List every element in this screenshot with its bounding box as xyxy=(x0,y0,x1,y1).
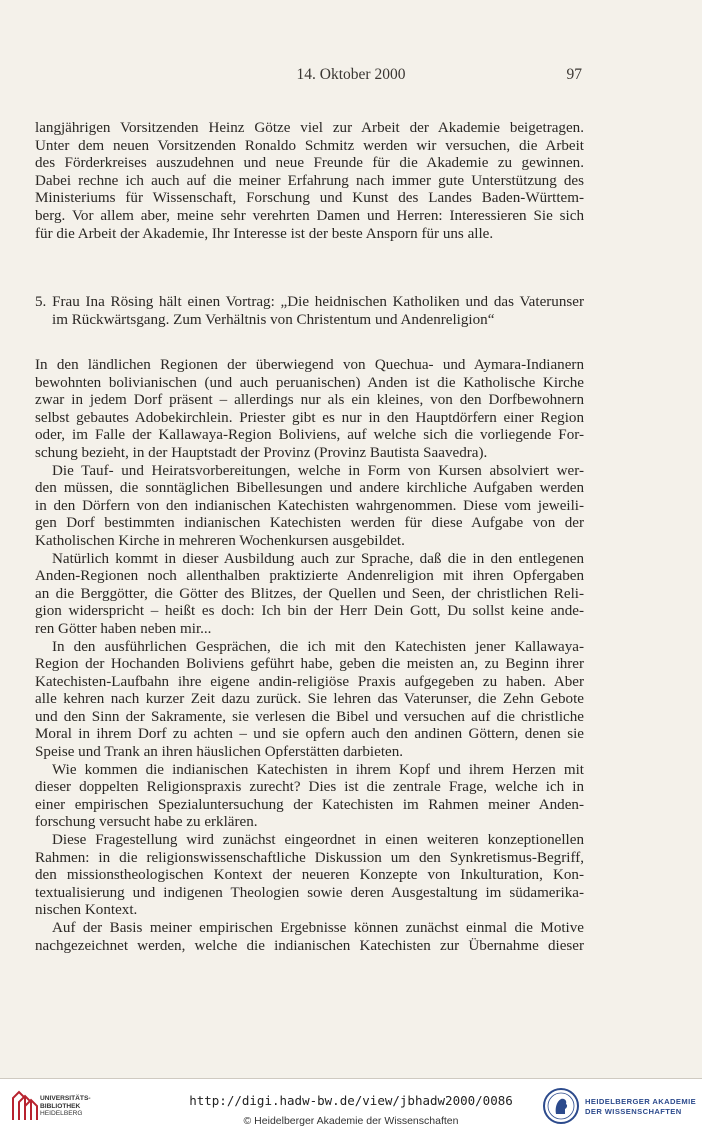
text-line: Auf der Basis meiner empirischen Ergebnisse können zunächst einmal die Motive xyxy=(52,920,584,936)
text-line: einer empirischen Spezialuntersuchung der Katechisten im Rahmen meiner Anden- xyxy=(35,796,584,813)
text-line: und den Sinn der Sakramente, sie verlesen die Bibel und versuchen auf die christliche xyxy=(35,708,584,725)
text-line: selbst gebautes Adobekirchlein. Priester gibt es nur in den Hauptdörfern einer Region xyxy=(35,409,584,426)
running-title: 14. Oktober 2000 xyxy=(296,66,406,83)
copyright-notice: © Heidelberger Akademie der Wissenschaften xyxy=(243,1115,459,1127)
text-line: Die Tauf- und Heiratsvorbereitungen, welche in Form von Kursen absolviert wer- xyxy=(52,462,584,479)
agenda-item-5 xyxy=(35,294,584,329)
text-line: gion widerspricht – heißt es doch: Ich bin der Herr Dein Gott, Du sollst keine ande- xyxy=(35,603,584,620)
text-line: schung bezieht, in der Hauptstadt der Provinz (Provinz Bautista Saavedra). xyxy=(35,444,488,461)
text-line: In den ausführlichen Gesprächen, die ich mit den Katechisten jener Kallawaya- xyxy=(52,638,584,655)
text-line: In den ländlichen Regionen der überwiegend von Quechua- und Aymara-Indianern xyxy=(35,357,584,373)
text-line: 5. Frau Ina Rösing hält einen Vortrag: „Die heidnischen Katholiken und das Vaterunser xyxy=(35,294,584,310)
text-line: Wie kommen die indianischen Katechisten in ihrem Kopf und ihrem Herzen mit xyxy=(52,761,584,778)
text-line: in den Dörfern von den indianischen Katechisten wahrgenommen. Diese vom jeweili- xyxy=(35,497,584,514)
running-header xyxy=(0,66,702,88)
text-line: gen Dorf bestimmten indianischen Katechisten werden für diese Aufgabe von der xyxy=(35,515,584,532)
academy-seal-icon xyxy=(542,1087,580,1125)
permalink-url[interactable]: http://digi.hadw-bw.de/view/jbhadw2000/0086 xyxy=(189,1093,513,1108)
text-line: Moral in ihrem Dorf zu achten – und sie opfern auch den andinen Göttern, denen sie xyxy=(35,726,584,743)
text-line: Unter dem neuen Vorsitzenden Ronaldo Schmitz werden wir versuchen, die Arbeit xyxy=(35,137,584,154)
text-line: Dabei rechne ich auch auf die meiner Erfahrung nach immer gute Unterstützung des xyxy=(35,172,584,189)
intro-paragraph xyxy=(35,120,584,243)
text-line: nachgezeichnet werden, welche die indianischen Katechisten zur Übernahme dieser xyxy=(35,937,584,954)
text-line: zwar in jedem Dorf präsent – allerdings nur als ein kleines, von den Dorfbewohnern xyxy=(35,392,584,409)
text-line: den missionstheologischen Kontext der neueren Konzepte von Inkulturation, Kon- xyxy=(35,867,584,884)
text-line: forschung versucht habe zu erklären. xyxy=(35,814,258,831)
digitization-footer xyxy=(0,1079,702,1133)
text-line: Katholischen Kirche in mehreren Wochenkursen ausgebildet. xyxy=(35,532,405,549)
text-line: berg. Vor allem aber, meine sehr verehrten Damen und Herren: Interessieren Sie sich xyxy=(35,207,584,224)
text-line: an die Berggötter, die Götter des Blitzes, der Quellen und Seen, der christlichen Reli- xyxy=(35,585,584,602)
text-line: alle kehren nach kurzer Zeit dazu zurück. Sie lehren das Vaterunser, die Zehn Gebote xyxy=(35,691,584,708)
text-line: Region der Hochanden Boliviens geführt habe, geben die meisten an, zu Beginn ihrer xyxy=(35,656,584,673)
text-line: Ministeriums für Wissenschaft, Forschung und Kunst des Landes Baden-Württem- xyxy=(35,190,584,207)
text-line: für die Arbeit der Akademie, Ihr Interesse ist der beste Ansporn für uns alle. xyxy=(35,225,494,242)
library-city: HEIDELBERG xyxy=(40,1110,83,1118)
text-line: Diese Fragestellung wird zunächst eingeordnet in einen weiteren konzeptionellen xyxy=(52,832,584,849)
text-line: Rahmen: in die religionswissenschaftliche Diskussion um den Synkretismus-Begriff, xyxy=(35,849,584,866)
academy-name-line: HEIDELBERGER AKADEMIE xyxy=(585,1097,697,1106)
text-line: oder, im Falle der Kallawaya-Region Boliviens, auf welche sich die vorliegende For- xyxy=(35,427,584,444)
lecture-summary xyxy=(35,357,584,955)
text-line: den müssen, die sonntäglichen Bibellesungen und andere kirchliche Aufgaben werden xyxy=(35,480,584,497)
text-line: textualisierung und indigenen Theologien sowie deren Ausgestaltung im südamerika- xyxy=(35,884,584,901)
text-line: bewohnten bolivianischen (und auch peruanischen) Anden ist die Katholische Kirche xyxy=(35,374,584,391)
academy-name-line: DER WISSENSCHAFTEN xyxy=(585,1106,682,1116)
text-line: langjährigen Vorsitzenden Heinz Götze viel zur Arbeit der Akademie beigetragen. xyxy=(35,120,584,136)
library-name-line: BIBLIOTHEK xyxy=(40,1102,81,1110)
text-line: Katechisten-Laufbahn ihre eigene andin-religiöse Praxis aufgegeben zu haben. Aber xyxy=(35,673,584,690)
text-line: Anden-Regionen noch allenthalben praktizierte Andenreligion mit ihren Opfergaben xyxy=(35,568,584,585)
library-name-line: UNIVERSITÄTS- xyxy=(40,1095,91,1102)
text-line: des Förderkreises auszudehnen und neue Freunde für die Akademie zu gewinnen. xyxy=(35,155,584,172)
text-line: dieser doppelten Religionspraxis zurecht? Dies ist die zentrale Frage, welche ich in xyxy=(35,779,584,796)
page-number: 97 xyxy=(566,66,582,83)
academy-name xyxy=(585,1097,696,1116)
text-line: Natürlich kommt in dieser Ausbildung auch zur Sprache, daß die in den entlegenen xyxy=(52,550,584,567)
text-line: im Rückwärtsgang. Zum Verhältnis von Christentum und Andenreligion“ xyxy=(52,311,495,328)
text-line: nischen Kontext. xyxy=(35,902,138,919)
text-line: Speise und Trank an ihren häuslichen Opferstätten darbieten. xyxy=(35,744,404,761)
text-line: ren Götter haben neben mir... xyxy=(35,620,212,637)
